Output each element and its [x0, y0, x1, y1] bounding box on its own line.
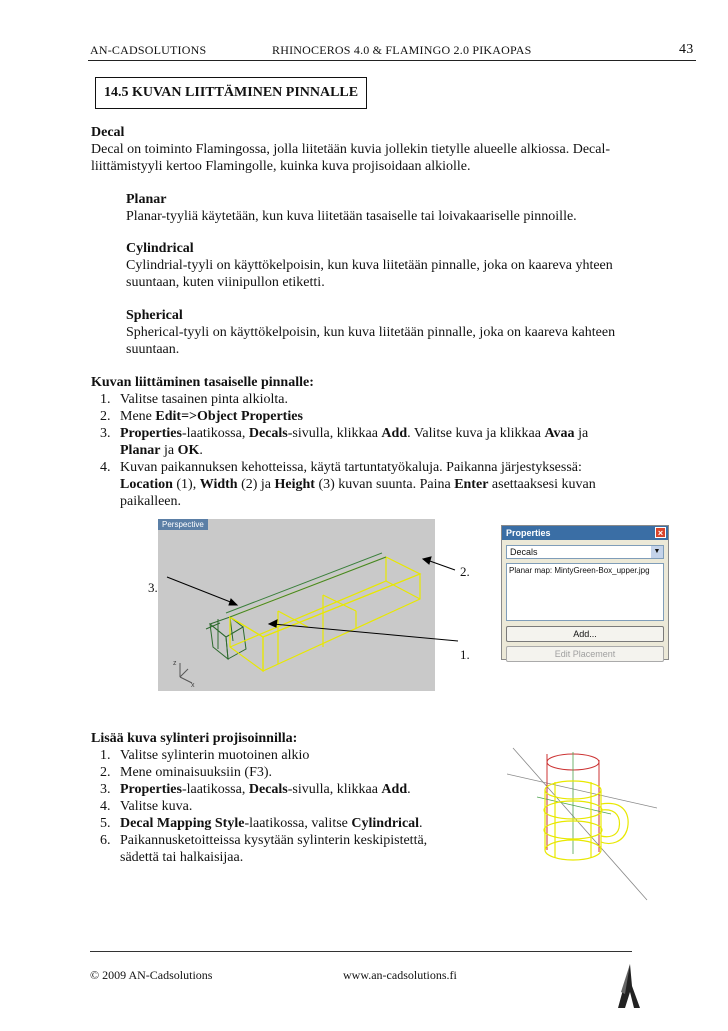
- header-rule: [88, 60, 696, 61]
- panel-titlebar: [502, 526, 668, 540]
- panel-title: Properties: [506, 528, 551, 538]
- decal-para-line2: liittämistyyli kertoo Flamingolle, kuinka kuva projisoidaan alkiolle.: [91, 159, 471, 174]
- list-item: 4. Kuvan paikannuksen kehotteissa, käytä tartuntatyökaluja. Paikanna järjestyksessä: Location (1), Width (2) ja Height (3) kuvan suunta. Paina Enter asettaaksesi kuvan paikalleen.: [100, 460, 596, 509]
- header-title: RHINOCEROS 4.0 & FLAMINGO 2.0 PIKAOPAS: [272, 43, 532, 57]
- callout-2: 2.: [460, 564, 470, 579]
- decal-heading: Decal: [91, 125, 125, 140]
- list-item: 5. Decal Mapping Style-laatikossa, valitse Cylindrical.: [100, 816, 423, 831]
- list-item: 4. Valitse kuva.: [100, 799, 193, 814]
- list-item: 1. Valitse sylinterin muotoinen alkio: [100, 748, 310, 763]
- header-company: AN-CADSOLUTIONS: [90, 43, 207, 57]
- section-title: 14.5 KUVAN LIITTÄMINEN PINNALLE: [95, 77, 367, 109]
- flat-heading: Kuvan liittäminen tasaiselle pinnalle:: [91, 375, 314, 390]
- style-name: Spherical: [126, 308, 183, 323]
- decal-intro: [91, 124, 701, 175]
- style-planar: [126, 191, 696, 225]
- style-cylindrical: [126, 240, 696, 291]
- page-number: 43: [679, 42, 694, 57]
- style-desc: Cylindrial-tyyli on käyttökelpoisin, kun kuva liitetään pinnalle, joka on kaareva yhteen: [126, 258, 613, 273]
- list-item: 2. Mene ominaisuuksiin (F3).: [100, 765, 273, 780]
- decal-list[interactable]: [506, 563, 664, 621]
- style-name: Cylindrical: [126, 241, 194, 256]
- edit-placement-button[interactable]: Edit Placement: [506, 646, 664, 662]
- close-icon[interactable]: ×: [655, 527, 666, 538]
- list-item[interactable]: Planar map: MintyGreen-Box_upper.jpg: [509, 566, 650, 575]
- mug-wireframe: [507, 742, 657, 905]
- dropdown-value: Decals: [510, 547, 538, 557]
- svg-text:z: z: [173, 660, 177, 667]
- footer-url[interactable]: www.an-cadsolutions.fi: [343, 968, 457, 982]
- list-item: 3. Properties-laatikossa, Decals-sivulla, klikkaa Add.: [100, 782, 411, 797]
- company-logo: [612, 962, 648, 1012]
- footer-copyright: © 2009 AN-Cadsolutions: [90, 968, 213, 982]
- callout-1: 1.: [460, 647, 470, 662]
- style-desc: Planar-tyyliä käytetään, kun kuva liitetään tasaiselle tai loivakaariselle pinnoille.: [126, 209, 577, 224]
- callout-arrows: [145, 540, 475, 650]
- style-name: Planar: [126, 192, 167, 207]
- list-item: 3. Properties-laatikossa, Decals-sivulla, klikkaa Add. Valitse kuva ja klikkaa Avaa ja Planar ja OK.: [100, 426, 589, 458]
- style-desc: suuntaan, kuten viinipullon etiketti.: [126, 275, 325, 290]
- add-button[interactable]: Add...: [506, 626, 664, 642]
- chevron-down-icon[interactable]: ▼: [651, 546, 663, 558]
- list-item: 6. Paikannusketoitteissa kysytään sylinterin keskipistettä, sädettä tai halkaisijaa.: [100, 833, 428, 865]
- cyl-heading: Lisää kuva sylinteri projisoinnilla:: [91, 731, 298, 746]
- cylinder-steps: [91, 730, 491, 866]
- style-spherical: [126, 307, 696, 358]
- callout-3: 3.: [148, 580, 158, 595]
- properties-panel: [501, 525, 669, 660]
- list-item: 2. Mene Edit=>Object Properties: [100, 409, 303, 424]
- list-item: 1. Valitse tasainen pinta alkiolta.: [100, 392, 288, 407]
- flat-steps: [91, 374, 711, 510]
- style-desc: Spherical-tyyli on käyttökelpoisin, kun kuva liitetään pinnalle, joka on kaareva kahteen: [126, 325, 616, 340]
- svg-text:x: x: [191, 682, 195, 689]
- style-desc: suuntaan.: [126, 342, 180, 357]
- decals-dropdown[interactable]: [506, 545, 664, 559]
- decal-para-line1: Decal on toiminto Flamingossa, jolla liitetään kuvia jollekin tietylle alueelle alkiossa. Decal-: [91, 142, 611, 157]
- viewport-label: Perspective: [158, 519, 208, 530]
- footer-rule: [90, 951, 632, 952]
